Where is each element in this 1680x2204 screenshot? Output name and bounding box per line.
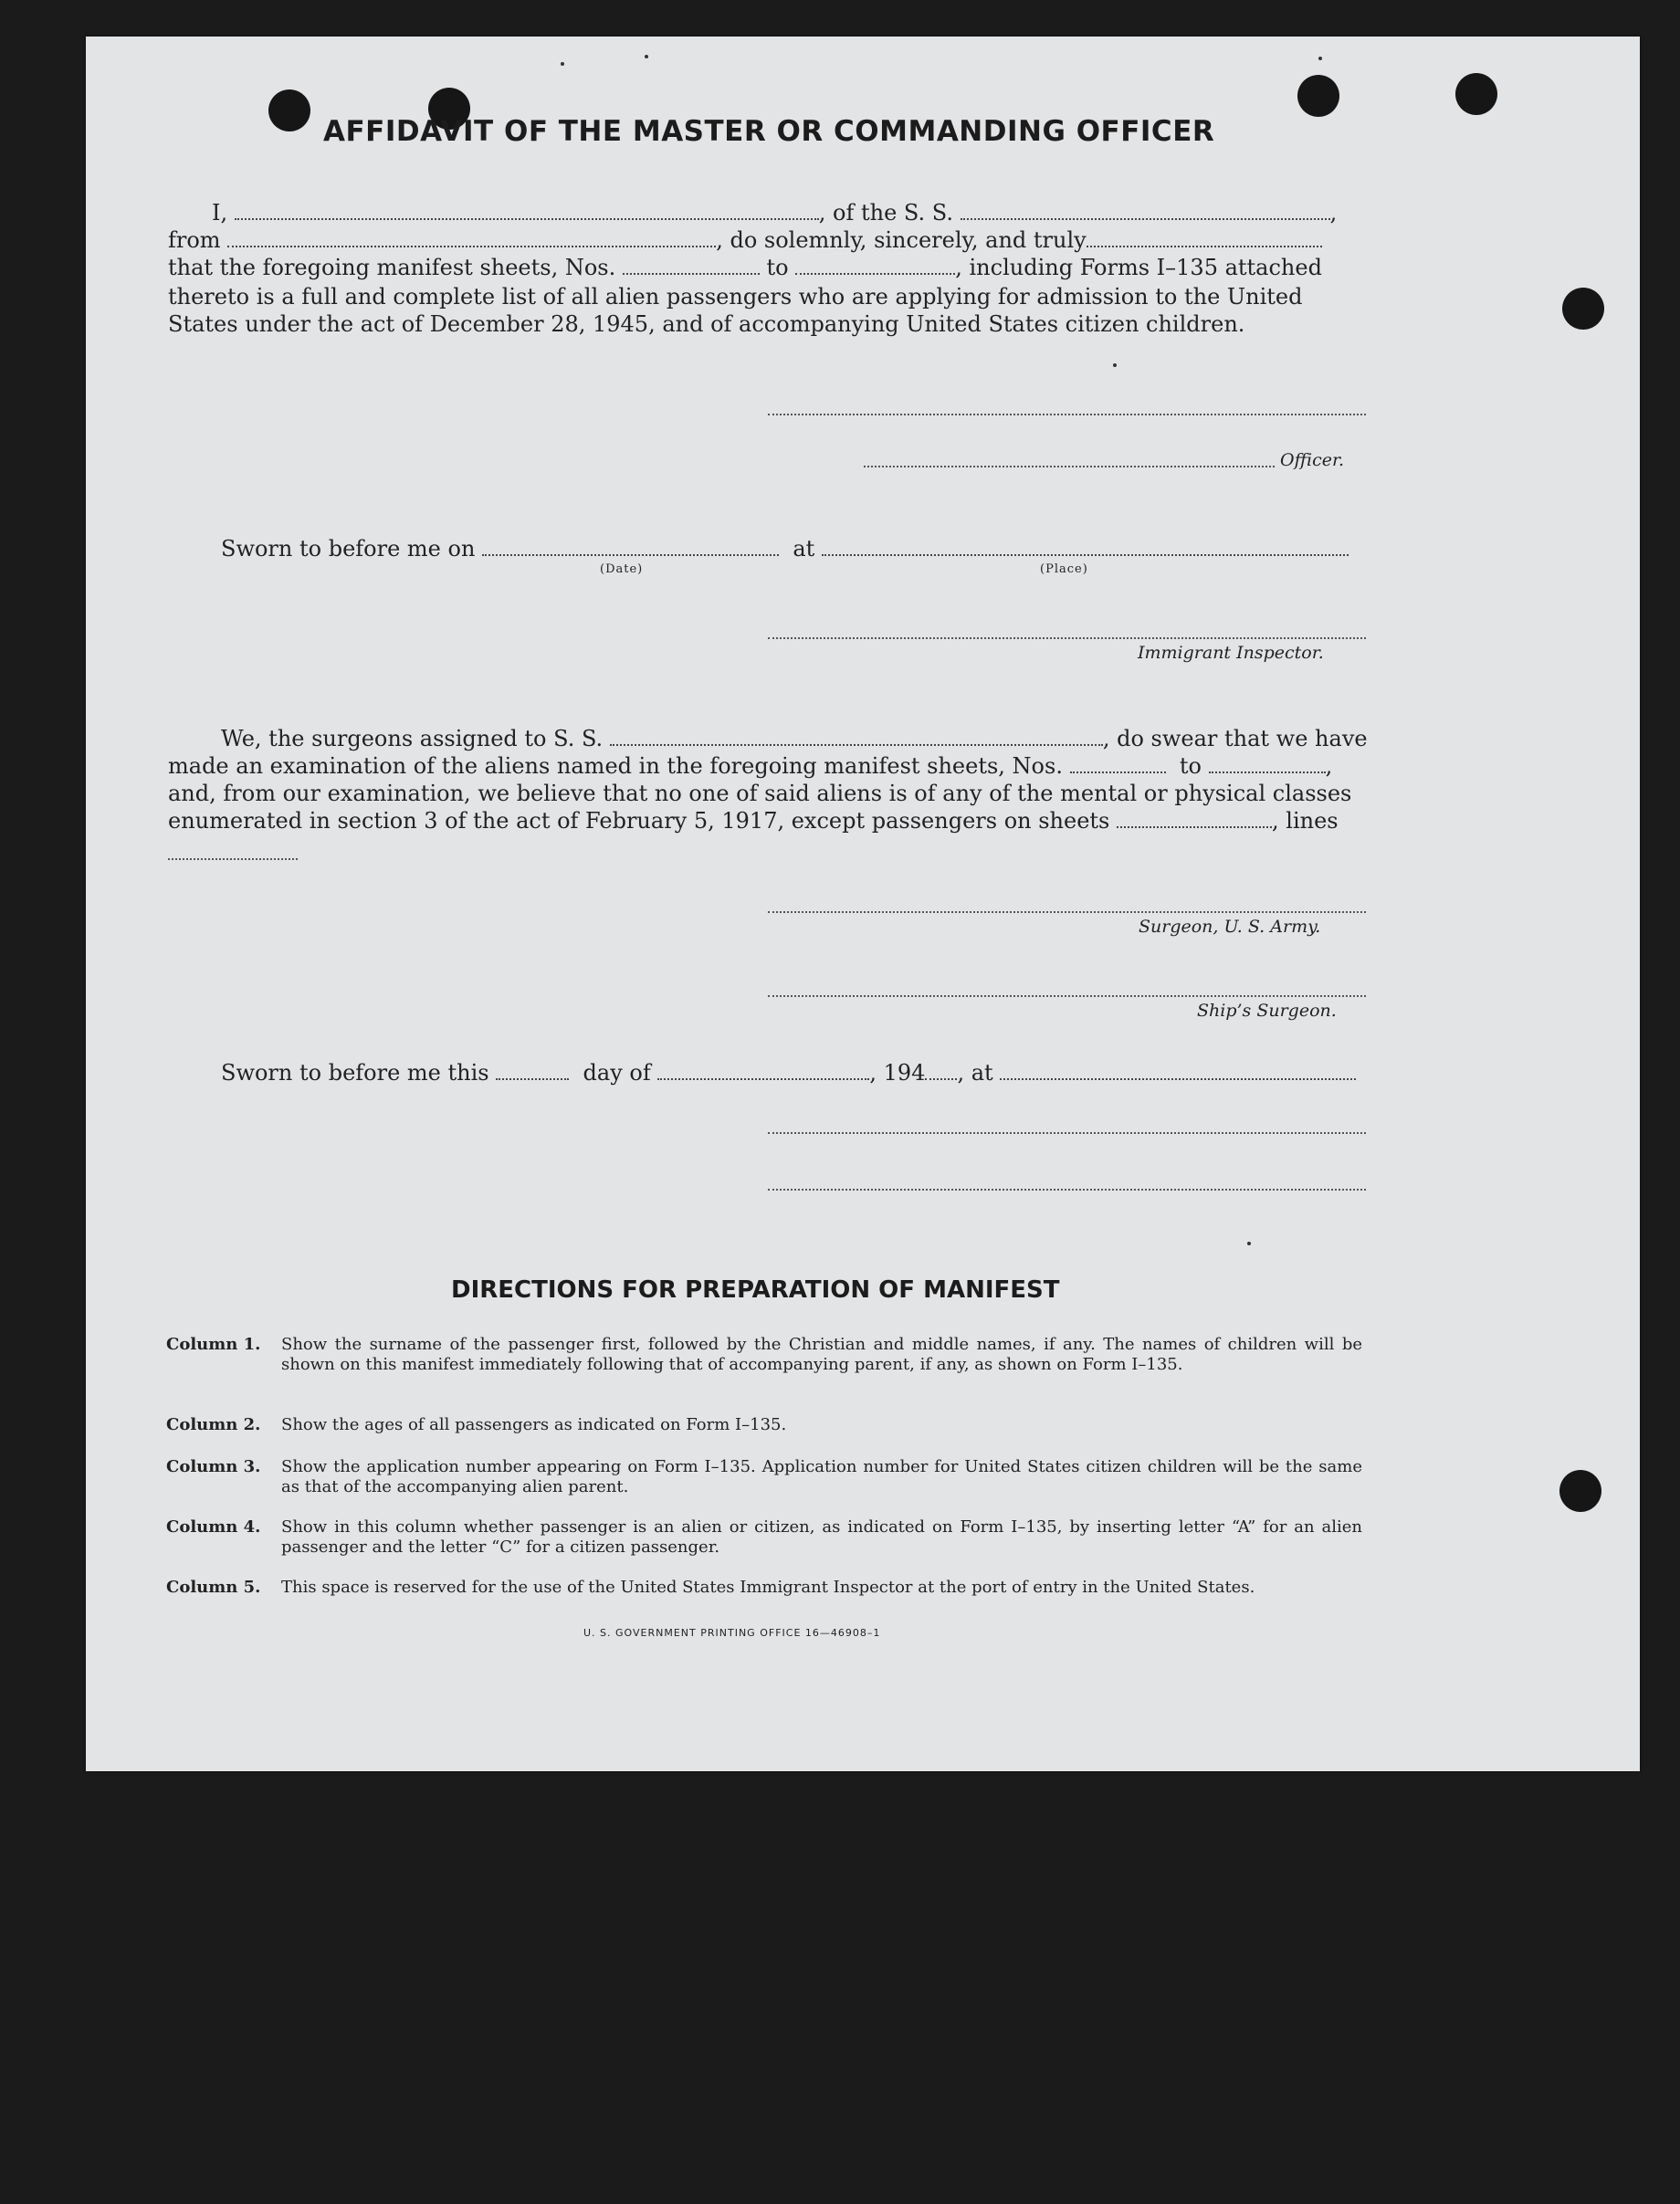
surgeons-to-label: to — [1179, 753, 1202, 779]
surgeons-line4-prefix: enumerated in section 3 of the act of February 5, 1917, except passengers on sheets — [168, 808, 1110, 834]
column-4-label: Column 4. — [166, 1517, 261, 1537]
surgeon-army-label: Surgeon, U. S. Army. — [1139, 917, 1321, 937]
sworn-prefix: Sworn to before me on — [221, 536, 476, 561]
affidavit-line-3 — [168, 254, 1322, 282]
exam-sheet-from-field[interactable] — [1070, 755, 1166, 773]
affidavit-line-5: States under the act of December 28, 1945, and of accompanying United States citizen children. — [168, 311, 1245, 337]
sworn-at-label: at — [793, 536, 815, 561]
punch-hole — [1559, 1470, 1601, 1512]
sheet-to-field[interactable] — [795, 257, 955, 275]
paper-speck — [1247, 1242, 1251, 1245]
paper-speck — [1318, 57, 1322, 60]
sworn2-title-line[interactable] — [768, 1189, 1366, 1191]
truly-field[interactable] — [1087, 229, 1322, 247]
column-1-text: Show the surname of the passenger first, followed by the Christian and middle names, if any. The names of children will be shown on this manifest immediately following that of accompanying parent, if any, as shown on Form I–135. — [281, 1335, 1362, 1374]
sworn2-at: , at — [957, 1060, 993, 1086]
sworn2-day-of: day of — [583, 1060, 651, 1086]
including-label: , including Forms I–135 attached — [955, 255, 1322, 280]
sworn-place-field[interactable] — [822, 538, 1349, 556]
sworn2-year: , 194 — [869, 1060, 926, 1086]
sworn2-day-field[interactable] — [496, 1062, 569, 1080]
column-2-text: Show the ages of all passengers as indicated on Form I–135. — [281, 1415, 787, 1434]
surgeons-line2-prefix: made an examination of the aliens named in the foregoing manifest sheets, Nos. — [168, 753, 1063, 779]
sheet-from-field[interactable] — [623, 257, 760, 275]
column-5-text: This space is reserved for the use of the United States Immigrant Inspector at the port of entry in the United States. — [281, 1578, 1255, 1597]
from-port-field[interactable] — [227, 229, 716, 247]
document-page — [86, 37, 1640, 1771]
surgeons-line-3: and, from our examination, we believe that no one of said aliens is of any of the mental or physical classes — [168, 781, 1352, 806]
officer-label: Officer. — [1280, 450, 1345, 470]
surgeons-prefix: We, the surgeons assigned to S. S. — [221, 726, 604, 751]
directions-heading: DIRECTIONS FOR PREPARATION OF MANIFEST — [451, 1276, 1060, 1304]
exam-sheet-to-field[interactable] — [1209, 755, 1326, 773]
affidavit-line-4: thereto is a full and complete list of all alien passengers who are applying for admission to the United — [168, 284, 1303, 310]
sworn-line-1 — [221, 535, 1349, 563]
surgeons-line-2: made an examination of the aliens named in the foregoing manifest sheets, Nos. to , — [168, 753, 1333, 779]
to-label: to — [766, 255, 789, 280]
solemnly-label: , do solemnly, sincerely, and truly — [716, 227, 1087, 253]
punch-hole — [1455, 73, 1497, 115]
sworn2-signature-line[interactable] — [768, 1132, 1366, 1134]
paper-speck — [645, 55, 648, 58]
column-2-label: Column 2. — [166, 1415, 261, 1434]
paper-speck — [1113, 363, 1117, 367]
ships-surgeon-signature-line[interactable] — [768, 995, 1366, 997]
sworn2-prefix: Sworn to before me this — [221, 1060, 489, 1086]
officer-signature-line[interactable] — [864, 466, 1275, 467]
ship-name-field[interactable] — [961, 202, 1330, 220]
sworn2-year-field[interactable] — [925, 1062, 957, 1080]
punch-hole — [268, 89, 310, 131]
column-3-label: Column 3. — [166, 1457, 261, 1476]
column-1-label: Column 1. — [166, 1335, 261, 1354]
column-3-text: Show the application number appearing on Form I–135. Application number for United States citizen children will be the same as that of the accompanying alien parent. — [281, 1457, 1362, 1496]
lines-label: , lines — [1272, 808, 1339, 834]
inspector-label: Immigrant Inspector. — [1138, 643, 1324, 663]
column-5-label: Column 5. — [166, 1578, 261, 1597]
surgeons-ship-field[interactable] — [610, 728, 1103, 746]
of-ss-label: , of the S. S. — [818, 200, 953, 226]
punch-hole — [1562, 288, 1604, 330]
affidavit-line-1: I, , of the S. S. , — [212, 200, 1338, 226]
surgeons-swear: , do swear that we have — [1102, 726, 1368, 751]
punch-hole — [1297, 75, 1339, 117]
ships-surgeon-label: Ship’s Surgeon. — [1197, 1001, 1337, 1021]
inspector-signature-line[interactable] — [768, 637, 1366, 639]
surgeons-line-1 — [221, 725, 1368, 753]
sworn2-month-field[interactable] — [657, 1062, 869, 1080]
column-4-text: Show in this column whether passenger is an alien or citizen, as indicated on Form I–135, by inserting letter “A” for an alien passenger and the letter “C” for a citizen passenger. — [281, 1517, 1362, 1557]
army-surgeon-signature-line[interactable] — [768, 911, 1366, 913]
sworn-line-2 — [221, 1059, 1356, 1087]
place-caption: (Place) — [1040, 562, 1088, 576]
except-lines-field[interactable] — [168, 858, 298, 860]
sworn2-place-field[interactable] — [1000, 1062, 1356, 1080]
surgeons-line-4 — [168, 807, 1339, 835]
page-title: AFFIDAVIT OF THE MASTER OR COMMANDING OFFICER — [323, 115, 1215, 148]
foregoing-label: that the foregoing manifest sheets, Nos. — [168, 255, 616, 280]
paper-speck — [561, 62, 564, 66]
affidavit-line-2 — [168, 226, 1322, 255]
from-label: from — [168, 227, 221, 253]
sworn-date-field[interactable] — [482, 538, 779, 556]
signature-line[interactable] — [768, 414, 1366, 415]
printing-office-footer: U. S. GOVERNMENT PRINTING OFFICE 16—46908–1 — [583, 1627, 881, 1639]
name-field[interactable] — [235, 202, 819, 220]
except-sheets-field[interactable] — [1117, 810, 1272, 828]
date-caption: (Date) — [600, 562, 644, 576]
i-label: I, — [212, 200, 228, 226]
